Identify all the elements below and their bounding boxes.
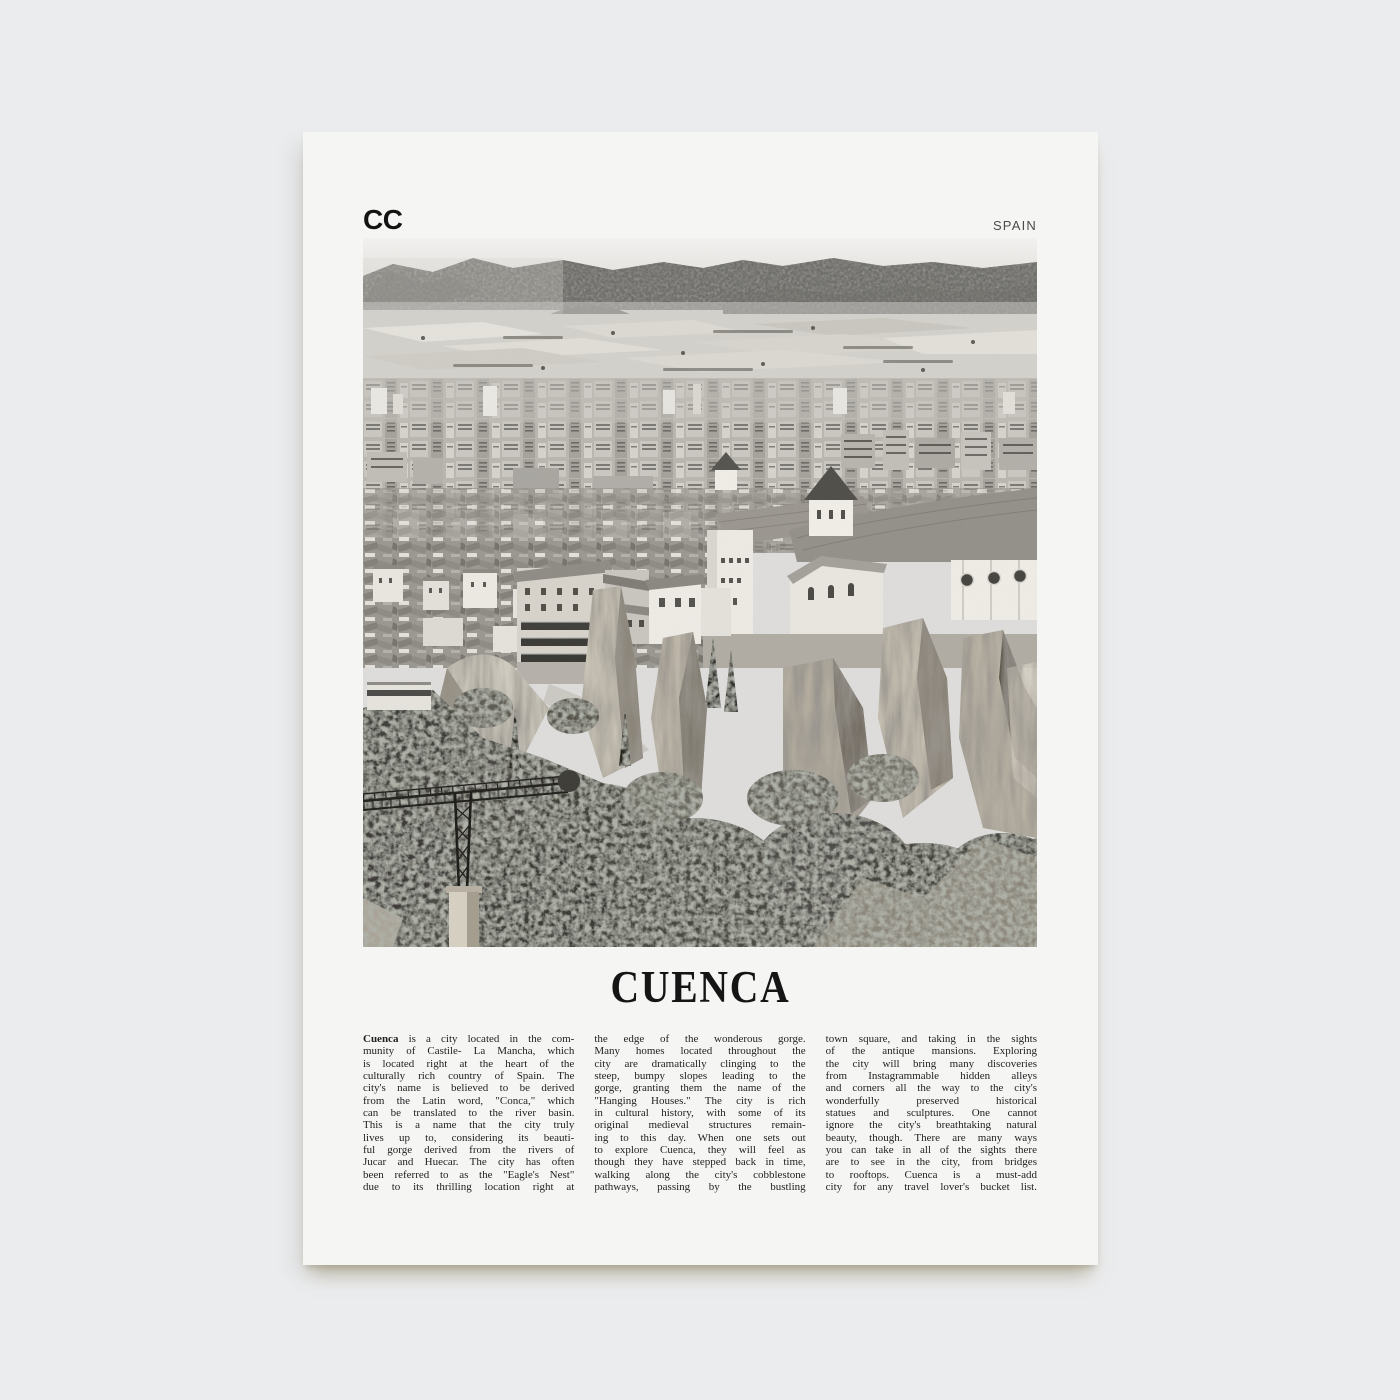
body-text-line: to explore Cuenca, they will feel as <box>594 1144 806 1157</box>
body-text-line: can be translated to the river basin. <box>363 1107 575 1120</box>
body-text-line: the city will bring many discoveries <box>825 1057 1037 1070</box>
body-text-line: steep, bumpy slopes leading to the <box>594 1070 806 1083</box>
body-text-line: are to see in the city, from bridges <box>825 1156 1037 1169</box>
body-text-line: been referred to as the "Eagle's Nest" <box>363 1168 575 1181</box>
body-text-line: Cuenca is a city located in the com- <box>363 1033 575 1045</box>
poster-title: CUENCA <box>610 962 791 1012</box>
body-text-line: Jucar and Huecar. The city has often <box>363 1156 575 1169</box>
body-text-line: and corners all the way to the city's <box>825 1082 1037 1095</box>
body-text-line: culturally rich country of Spain. The <box>363 1070 575 1083</box>
body-text-line: ignore the city's breathtaking natural <box>825 1119 1037 1132</box>
body-column-2 <box>594 1033 805 1193</box>
body-text-line: from the Latin word, "Conca," which <box>363 1094 575 1107</box>
body-text-line: due to its thrilling location right at <box>363 1181 575 1194</box>
body-text-line: munity of Castile- La Mancha, which <box>363 1045 575 1058</box>
body-text-line: of the antique mansions. Exploring <box>825 1045 1037 1058</box>
body-text-line: "Hanging Houses." The city is rich <box>594 1094 806 1107</box>
country-label: SPAIN <box>992 218 1037 233</box>
body-text-line: statues and sculptures. One cannot <box>825 1107 1037 1120</box>
body-text-line: is located right at the heart of the <box>363 1057 575 1070</box>
body-text-line: original medieval structures remain- <box>594 1119 806 1132</box>
body-text-line: you can take in all of the sights there <box>825 1144 1037 1157</box>
body-text-line: This is a name that the city truly <box>363 1119 575 1132</box>
body-text <box>363 1033 1037 1193</box>
body-text-line: the edge of the wonderous gorge. <box>594 1033 806 1045</box>
body-text-line: ful gorge derived from the rivers of <box>363 1144 575 1157</box>
body-text-line: wonderfully preserved historical <box>825 1094 1037 1107</box>
body-text-line: gorge, granting them the name of the <box>594 1082 806 1095</box>
film-grain <box>363 238 1037 947</box>
body-text-line: though they have stepped back in time, <box>594 1156 806 1169</box>
cuenca-photo <box>363 238 1037 947</box>
body-text-line: town square, and taking in the sights <box>825 1033 1037 1045</box>
body-column-1 <box>363 1033 574 1193</box>
travel-poster <box>303 132 1098 1265</box>
body-text-line: to rooftops. Cuenca is a must-add <box>825 1168 1037 1181</box>
body-text-line: beauty, though. There are many ways <box>825 1131 1037 1144</box>
body-text-line: from Instagrammable hidden alleys <box>825 1070 1037 1083</box>
body-text-line: walking along the city's cobblestone <box>594 1168 806 1181</box>
body-column-3 <box>826 1033 1037 1193</box>
body-text-line: ing to this day. When one sets out <box>594 1131 806 1144</box>
body-text-line: Many homes located throughout the <box>594 1045 806 1058</box>
poster-header <box>363 204 1037 234</box>
brand-logo: CC <box>363 204 403 235</box>
cuenca-photo-illustration <box>363 238 1037 947</box>
body-text-line: pathways, passing by the bustling <box>594 1181 806 1194</box>
body-text-line: in cultural history, with some of its <box>594 1107 806 1120</box>
body-text-line: city are dramatically clinging to the <box>594 1057 806 1070</box>
body-text-line: lives up to, considering its beauti- <box>363 1131 575 1144</box>
body-text-line: city for any travel lover's bucket list. <box>825 1181 1037 1194</box>
body-text-line: city's name is believed to be derived <box>363 1082 575 1095</box>
